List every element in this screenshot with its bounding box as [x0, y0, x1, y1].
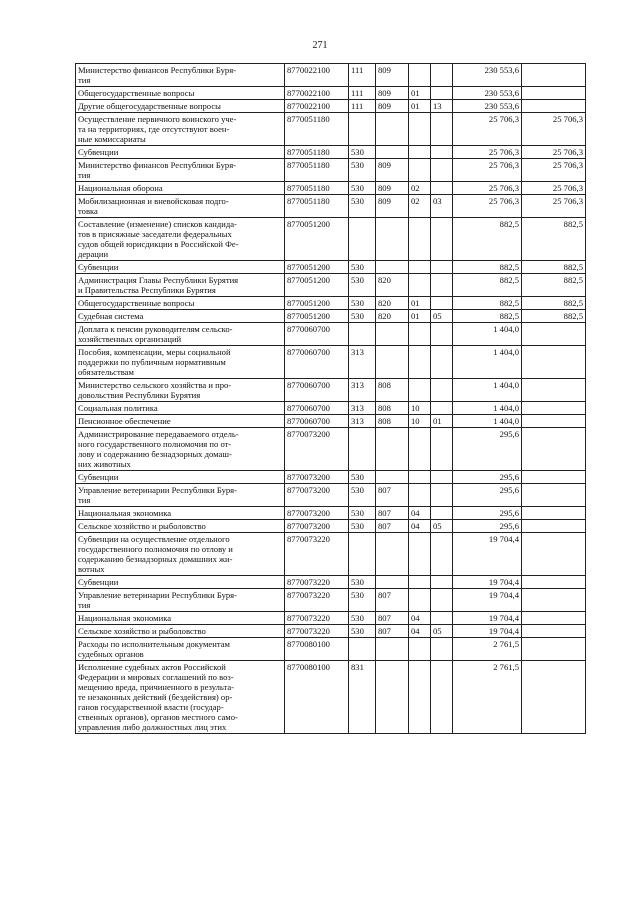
subsection-cell: 05	[431, 520, 453, 533]
amount-year1-cell: 295,6	[453, 471, 522, 484]
amount-year1-cell: 2 761,5	[453, 661, 522, 734]
expense-type-cell: 313	[349, 415, 376, 428]
subsection-cell	[431, 402, 453, 415]
subsection-cell	[431, 159, 453, 182]
table-row	[76, 379, 586, 402]
amount-year1-cell: 1 404,0	[453, 379, 522, 402]
admin-code-cell	[376, 113, 409, 146]
amount-year1-cell: 19 704,4	[453, 625, 522, 638]
target-article-cell: 8770080100	[285, 638, 349, 661]
expense-type-cell: 530	[349, 310, 376, 323]
row-name-cell: Доплата к пенсии руководителям сельско- хозяйственных организаций	[76, 323, 285, 346]
subsection-cell	[431, 113, 453, 146]
amount-year1-cell: 882,5	[453, 310, 522, 323]
table-row	[76, 323, 586, 346]
target-article-cell: 8770051200	[285, 297, 349, 310]
admin-code-cell: 809	[376, 159, 409, 182]
row-name-cell: Национальная экономика	[76, 507, 285, 520]
amount-year2-cell	[522, 471, 586, 484]
amount-year2-cell	[522, 507, 586, 520]
amount-year1-cell: 295,6	[453, 484, 522, 507]
target-article-cell: 8770060700	[285, 379, 349, 402]
amount-year1-cell: 25 706,3	[453, 146, 522, 159]
table-row	[76, 484, 586, 507]
subsection-cell	[431, 576, 453, 589]
subsection-cell	[431, 182, 453, 195]
expense-type-cell: 111	[349, 100, 376, 113]
expense-type-cell: 313	[349, 402, 376, 415]
amount-year1-cell: 25 706,3	[453, 113, 522, 146]
subsection-cell: 01	[431, 415, 453, 428]
admin-code-cell	[376, 323, 409, 346]
target-article-cell: 8770022100	[285, 64, 349, 87]
table-row	[76, 182, 586, 195]
amount-year2-cell: 882,5	[522, 297, 586, 310]
expense-type-cell	[349, 533, 376, 576]
admin-code-cell: 807	[376, 612, 409, 625]
table-row	[76, 261, 586, 274]
target-article-cell: 8770073200	[285, 428, 349, 471]
amount-year2-cell: 25 706,3	[522, 146, 586, 159]
table-row	[76, 520, 586, 533]
table-row	[76, 218, 586, 261]
subsection-cell	[431, 323, 453, 346]
expense-type-cell: 530	[349, 274, 376, 297]
section-cell	[409, 471, 431, 484]
row-name-cell: Министерство финансов Республики Буря- тия	[76, 64, 285, 87]
expense-type-cell	[349, 638, 376, 661]
subsection-cell	[431, 661, 453, 734]
subsection-cell: 03	[431, 195, 453, 218]
amount-year2-cell	[522, 576, 586, 589]
amount-year2-cell: 882,5	[522, 218, 586, 261]
expense-type-cell	[349, 323, 376, 346]
row-name-cell: Сельское хозяйство и рыболовство	[76, 625, 285, 638]
target-article-cell: 8770073200	[285, 471, 349, 484]
table-row	[76, 64, 586, 87]
amount-year2-cell	[522, 612, 586, 625]
amount-year2-cell	[522, 87, 586, 100]
amount-year2-cell: 25 706,3	[522, 182, 586, 195]
target-article-cell: 8770022100	[285, 87, 349, 100]
row-name-cell: Составление (изменение) списков кандида- тов в присяжные заседатели федеральных судов общей юрисдикции в Российской Фе- дерации	[76, 218, 285, 261]
table-row	[76, 113, 586, 146]
table-row	[76, 661, 586, 734]
target-article-cell: 8770073200	[285, 520, 349, 533]
admin-code-cell: 820	[376, 310, 409, 323]
target-article-cell: 8770051180	[285, 113, 349, 146]
subsection-cell	[431, 261, 453, 274]
amount-year1-cell: 1 404,0	[453, 346, 522, 379]
section-cell	[409, 64, 431, 87]
amount-year1-cell: 882,5	[453, 297, 522, 310]
row-name-cell: Управление ветеринарии Республики Буря- тия	[76, 589, 285, 612]
amount-year2-cell	[522, 402, 586, 415]
amount-year1-cell: 295,6	[453, 520, 522, 533]
expense-type-cell: 530	[349, 484, 376, 507]
admin-code-cell	[376, 661, 409, 734]
amount-year1-cell: 230 553,6	[453, 87, 522, 100]
expense-type-cell: 530	[349, 471, 376, 484]
row-name-cell: Мобилизационная и вневойсковая подго- товка	[76, 195, 285, 218]
amount-year1-cell: 2 761,5	[453, 638, 522, 661]
subsection-cell	[431, 612, 453, 625]
amount-year2-cell: 882,5	[522, 274, 586, 297]
admin-code-cell: 809	[376, 87, 409, 100]
section-cell	[409, 323, 431, 346]
row-name-cell: Общегосударственные вопросы	[76, 87, 285, 100]
expense-type-cell: 530	[349, 195, 376, 218]
expense-type-cell: 530	[349, 297, 376, 310]
expense-type-cell: 530	[349, 625, 376, 638]
amount-year1-cell: 19 704,4	[453, 589, 522, 612]
table-row	[76, 415, 586, 428]
row-name-cell: Управление ветеринарии Республики Буря- тия	[76, 484, 285, 507]
amount-year2-cell	[522, 428, 586, 471]
subsection-cell: 13	[431, 100, 453, 113]
amount-year1-cell: 1 404,0	[453, 415, 522, 428]
expense-type-cell	[349, 218, 376, 261]
expense-type-cell: 530	[349, 182, 376, 195]
table-row	[76, 428, 586, 471]
section-cell: 04	[409, 520, 431, 533]
table-row	[76, 625, 586, 638]
row-name-cell: Расходы по исполнительным документам судебных органов	[76, 638, 285, 661]
target-article-cell: 8770060700	[285, 415, 349, 428]
section-cell: 04	[409, 612, 431, 625]
amount-year2-cell	[522, 520, 586, 533]
amount-year1-cell: 1 404,0	[453, 323, 522, 346]
amount-year1-cell: 19 704,4	[453, 576, 522, 589]
amount-year2-cell	[522, 379, 586, 402]
target-article-cell: 8770080100	[285, 661, 349, 734]
admin-code-cell	[376, 638, 409, 661]
section-cell	[409, 428, 431, 471]
admin-code-cell: 808	[376, 402, 409, 415]
budget-table	[75, 63, 586, 734]
row-name-cell: Пенсионное обеспечение	[76, 415, 285, 428]
amount-year2-cell: 25 706,3	[522, 195, 586, 218]
expense-type-cell: 530	[349, 612, 376, 625]
section-cell	[409, 274, 431, 297]
admin-code-cell: 820	[376, 274, 409, 297]
section-cell	[409, 159, 431, 182]
subsection-cell	[431, 64, 453, 87]
row-name-cell: Субвенции	[76, 471, 285, 484]
amount-year2-cell	[522, 323, 586, 346]
amount-year1-cell: 25 706,3	[453, 182, 522, 195]
expense-type-cell: 111	[349, 87, 376, 100]
section-cell: 04	[409, 507, 431, 520]
table-row	[76, 297, 586, 310]
expense-type-cell: 530	[349, 589, 376, 612]
subsection-cell	[431, 87, 453, 100]
subsection-cell	[431, 471, 453, 484]
expense-type-cell: 530	[349, 507, 376, 520]
section-cell	[409, 218, 431, 261]
amount-year1-cell: 882,5	[453, 261, 522, 274]
section-cell: 02	[409, 195, 431, 218]
amount-year2-cell	[522, 589, 586, 612]
target-article-cell: 8770022100	[285, 100, 349, 113]
admin-code-cell: 807	[376, 625, 409, 638]
amount-year1-cell: 1 404,0	[453, 402, 522, 415]
amount-year2-cell	[522, 100, 586, 113]
section-cell: 10	[409, 415, 431, 428]
subsection-cell	[431, 146, 453, 159]
target-article-cell: 8770073220	[285, 612, 349, 625]
expense-type-cell: 831	[349, 661, 376, 734]
target-article-cell: 8770051180	[285, 195, 349, 218]
row-name-cell: Субвенции на осуществление отдельного государственного полномочия по отлову и содержанию безнадзорных домашних жи- вотных	[76, 533, 285, 576]
section-cell: 01	[409, 310, 431, 323]
amount-year2-cell	[522, 346, 586, 379]
amount-year1-cell: 882,5	[453, 218, 522, 261]
row-name-cell: Пособия, компенсации, меры социальной поддержки по публичным нормативным обязательствам	[76, 346, 285, 379]
section-cell	[409, 661, 431, 734]
admin-code-cell	[376, 576, 409, 589]
target-article-cell: 8770060700	[285, 346, 349, 379]
table-row	[76, 87, 586, 100]
row-name-cell: Судебная система	[76, 310, 285, 323]
amount-year2-cell: 882,5	[522, 310, 586, 323]
admin-code-cell	[376, 218, 409, 261]
expense-type-cell: 530	[349, 261, 376, 274]
target-article-cell: 8770051200	[285, 310, 349, 323]
table-row	[76, 195, 586, 218]
amount-year1-cell: 25 706,3	[453, 159, 522, 182]
amount-year2-cell	[522, 625, 586, 638]
subsection-cell	[431, 589, 453, 612]
table-row	[76, 471, 586, 484]
target-article-cell: 8770073220	[285, 533, 349, 576]
section-cell	[409, 261, 431, 274]
page-number: 271	[312, 40, 328, 51]
amount-year1-cell: 19 704,4	[453, 533, 522, 576]
section-cell	[409, 533, 431, 576]
row-name-cell: Субвенции	[76, 576, 285, 589]
amount-year2-cell: 25 706,3	[522, 113, 586, 146]
section-cell	[409, 576, 431, 589]
table-row	[76, 146, 586, 159]
admin-code-cell: 807	[376, 484, 409, 507]
target-article-cell: 8770073220	[285, 625, 349, 638]
target-article-cell: 8770051180	[285, 182, 349, 195]
amount-year2-cell	[522, 661, 586, 734]
row-name-cell: Социальная политика	[76, 402, 285, 415]
section-cell	[409, 113, 431, 146]
row-name-cell: Национальная экономика	[76, 612, 285, 625]
row-name-cell: Сельское хозяйство и рыболовство	[76, 520, 285, 533]
subsection-cell	[431, 507, 453, 520]
expense-type-cell: 530	[349, 520, 376, 533]
expense-type-cell: 530	[349, 576, 376, 589]
subsection-cell	[431, 484, 453, 507]
admin-code-cell: 809	[376, 100, 409, 113]
section-cell	[409, 379, 431, 402]
admin-code-cell: 807	[376, 507, 409, 520]
amount-year1-cell: 295,6	[453, 507, 522, 520]
table-row	[76, 612, 586, 625]
subsection-cell	[431, 533, 453, 576]
target-article-cell: 8770060700	[285, 323, 349, 346]
row-name-cell: Министерство финансов Республики Буря- тия	[76, 159, 285, 182]
expense-type-cell	[349, 428, 376, 471]
admin-code-cell: 809	[376, 182, 409, 195]
admin-code-cell	[376, 533, 409, 576]
expense-type-cell: 111	[349, 64, 376, 87]
admin-code-cell: 820	[376, 297, 409, 310]
admin-code-cell: 809	[376, 64, 409, 87]
section-cell: 01	[409, 87, 431, 100]
admin-code-cell	[376, 428, 409, 471]
subsection-cell	[431, 297, 453, 310]
admin-code-cell	[376, 146, 409, 159]
subsection-cell	[431, 379, 453, 402]
section-cell: 01	[409, 297, 431, 310]
table-row	[76, 576, 586, 589]
section-cell	[409, 346, 431, 379]
expense-type-cell: 530	[349, 146, 376, 159]
target-article-cell: 8770073220	[285, 589, 349, 612]
row-name-cell: Исполнение судебных актов Российской Федерации и мировых соглашений по воз- мещению вреда, причиненного в результа- те незаконных действий (бездействия) ор- ганов государственной власти (государ- ственных органов), органов местного само- управления либо должностных лиц этих	[76, 661, 285, 734]
table-row	[76, 507, 586, 520]
expense-type-cell: 530	[349, 159, 376, 182]
subsection-cell	[431, 274, 453, 297]
subsection-cell	[431, 638, 453, 661]
target-article-cell: 8770051200	[285, 274, 349, 297]
expense-type-cell: 313	[349, 379, 376, 402]
section-cell: 10	[409, 402, 431, 415]
row-name-cell: Субвенции	[76, 146, 285, 159]
row-name-cell: Субвенции	[76, 261, 285, 274]
section-cell	[409, 638, 431, 661]
table-body	[76, 64, 586, 734]
expense-type-cell	[349, 113, 376, 146]
section-cell: 02	[409, 182, 431, 195]
row-name-cell: Администрация Главы Республики Бурятия и Правительства Республики Бурятия	[76, 274, 285, 297]
section-cell	[409, 146, 431, 159]
row-name-cell: Осуществление первичного воинского уче- та на территориях, где отсутствуют воен- ные комиссариаты	[76, 113, 285, 146]
table-row	[76, 402, 586, 415]
section-cell	[409, 484, 431, 507]
expense-type-cell: 313	[349, 346, 376, 379]
admin-code-cell	[376, 346, 409, 379]
table-row	[76, 274, 586, 297]
table-row	[76, 638, 586, 661]
amount-year2-cell	[522, 533, 586, 576]
target-article-cell: 8770073220	[285, 576, 349, 589]
amount-year1-cell: 19 704,4	[453, 612, 522, 625]
subsection-cell: 05	[431, 625, 453, 638]
subsection-cell	[431, 218, 453, 261]
table-row	[76, 346, 586, 379]
amount-year2-cell	[522, 415, 586, 428]
target-article-cell: 8770073200	[285, 507, 349, 520]
section-cell: 04	[409, 625, 431, 638]
amount-year2-cell: 882,5	[522, 261, 586, 274]
section-cell: 01	[409, 100, 431, 113]
table-row	[76, 159, 586, 182]
amount-year1-cell: 295,6	[453, 428, 522, 471]
admin-code-cell: 807	[376, 520, 409, 533]
subsection-cell	[431, 346, 453, 379]
amount-year2-cell: 25 706,3	[522, 159, 586, 182]
target-article-cell: 8770073200	[285, 484, 349, 507]
target-article-cell: 8770051200	[285, 218, 349, 261]
table-row	[76, 310, 586, 323]
table-row	[76, 100, 586, 113]
amount-year2-cell	[522, 638, 586, 661]
admin-code-cell: 808	[376, 379, 409, 402]
admin-code-cell: 808	[376, 415, 409, 428]
row-name-cell: Другие общегосударственные вопросы	[76, 100, 285, 113]
row-name-cell: Национальная оборона	[76, 182, 285, 195]
row-name-cell: Администрирование передаваемого отдель- ного государственного полномочия по от- лову и содержанию безнадзорных домаш- них животных	[76, 428, 285, 471]
target-article-cell: 8770051180	[285, 159, 349, 182]
row-name-cell: Общегосударственные вопросы	[76, 297, 285, 310]
amount-year2-cell	[522, 64, 586, 87]
admin-code-cell	[376, 471, 409, 484]
amount-year2-cell	[522, 484, 586, 507]
admin-code-cell	[376, 261, 409, 274]
admin-code-cell: 807	[376, 589, 409, 612]
row-name-cell: Министерство сельского хозяйства и про- довольствия Республики Бурятия	[76, 379, 285, 402]
amount-year1-cell: 230 553,6	[453, 64, 522, 87]
table-row	[76, 533, 586, 576]
target-article-cell: 8770051180	[285, 146, 349, 159]
target-article-cell: 8770060700	[285, 402, 349, 415]
admin-code-cell: 809	[376, 195, 409, 218]
subsection-cell	[431, 428, 453, 471]
section-cell	[409, 589, 431, 612]
amount-year1-cell: 882,5	[453, 274, 522, 297]
amount-year1-cell: 25 706,3	[453, 195, 522, 218]
target-article-cell: 8770051200	[285, 261, 349, 274]
amount-year1-cell: 230 553,6	[453, 100, 522, 113]
table-row	[76, 589, 586, 612]
subsection-cell: 05	[431, 310, 453, 323]
